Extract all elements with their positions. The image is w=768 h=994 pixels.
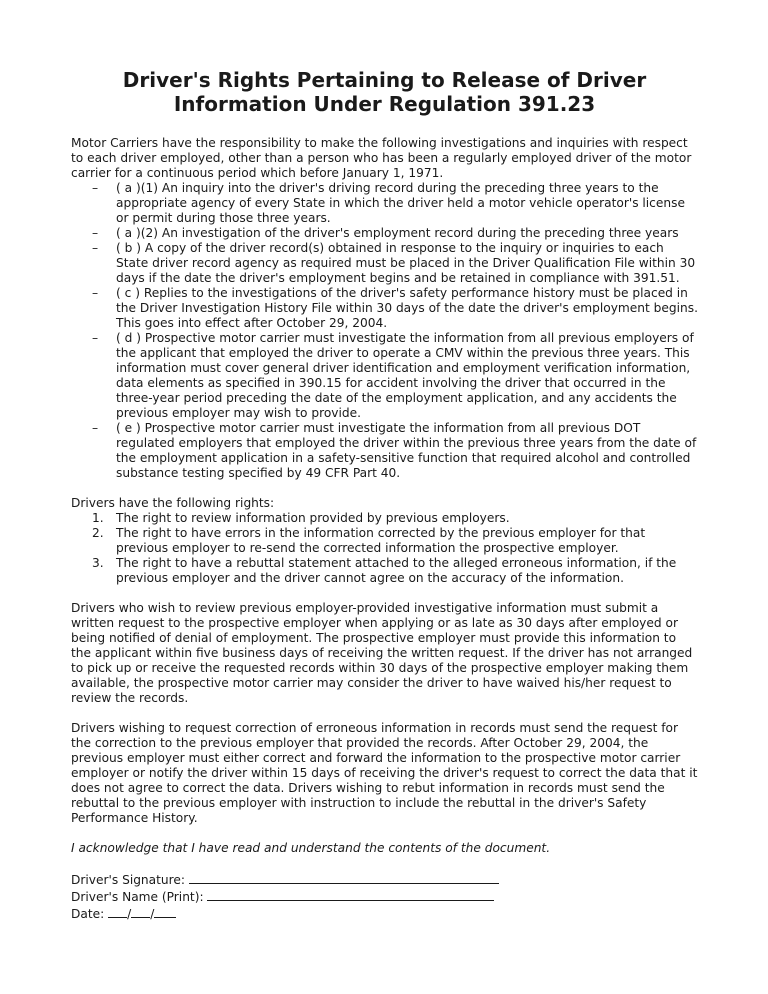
spacer xyxy=(71,706,698,721)
spacer xyxy=(71,826,698,841)
spacer xyxy=(71,586,698,601)
list-marker: 3. xyxy=(92,556,104,570)
list-item xyxy=(92,526,698,556)
list-marker: 1. xyxy=(92,511,104,525)
list-marker: 2. xyxy=(92,526,104,540)
review-paragraph: Drivers who wish to review previous employer-provided investigative information must submit a written request to the prospective employer when applying or as late as 30 days after employed or being notified of denial of employment. The prospective employer must provide this information to the applicant within five business days of receiving the written request. If the driver has not arranged to pick up or receive the requested records within 30 days of the prospective employer making them available, the prospective motor carrier may consider the driver to have waived his/her request to review the records. xyxy=(71,601,693,705)
name-label: Driver's Name (Print): xyxy=(71,890,204,904)
date-row xyxy=(71,905,698,922)
date-label: Date: xyxy=(71,907,105,921)
list-item-text: The right to have errors in the information corrected by the previous employer for that previous employer to re-send the corrected information the prospective employer. xyxy=(116,526,646,555)
correction-paragraph: Drivers wishing to request correction of erroneous information in records must send the request for the correction to the previous employer that provided the records. After October 29, 2004, the previous employer must either correct and forward the information to the prospective motor carrier employer or notify the driver within 15 days of receiving the driver's request to correct the data that it does not agree to correct the data. Drivers wishing to rebut information in records must send the rebuttal to the previous employer with instruction to include the rebuttal in the driver's Safety Performance History. xyxy=(71,721,698,825)
document-title: Driver's Rights Pertaining to Release of Driver Information Under Regulation 391.23 xyxy=(122,68,647,116)
investigation-list xyxy=(71,181,698,481)
signature-label: Driver's Signature: xyxy=(71,873,185,887)
list-item: – ( a )(1) An inquiry into the driver's driving record during the preceding three years to the appropriate agency of every State in which the driver held a motor vehicle operator's license or permit during those three years. xyxy=(116,181,698,226)
signature-row xyxy=(71,871,698,888)
rights-list xyxy=(71,511,698,586)
date-separator: / xyxy=(127,907,132,921)
signature-field[interactable] xyxy=(189,871,499,884)
list-item: – ( c ) Replies to the investigations of the driver's safety performance history must be placed in the Driver Investigation History File within 30 days of the date the driver's employment begins. This goes into effect after October 29, 2004. xyxy=(116,286,698,331)
name-row xyxy=(71,888,698,905)
acknowledgement-statement: I acknowledge that I have read and understand the contents of the document. xyxy=(71,841,551,855)
spacer xyxy=(71,481,698,496)
list-item: – ( b ) A copy of the driver record(s) obtained in response to the inquiry or inquiries to each State driver record agency as required must be placed in the Driver Qualification File within 30 days if the date the driver's employment begins and be retained in compliance with 391.51. xyxy=(116,241,698,286)
date-day-field[interactable] xyxy=(131,905,150,918)
list-item xyxy=(92,556,698,586)
name-field[interactable] xyxy=(207,888,494,901)
date-separator: / xyxy=(150,907,155,921)
list-item-text: The right to have a rebuttal statement attached to the alleged erroneous information, if the previous employer and the driver cannot agree on the accuracy of the information. xyxy=(116,556,677,585)
spacer xyxy=(71,856,698,871)
intro-paragraph: Motor Carriers have the responsibility to make the following investigations and inquiries with respect to each driver employed, other than a person who has been a regularly employed driver of the motor carrier for a continuous period which before January 1, 1971. xyxy=(71,136,692,180)
list-item: – ( d ) Prospective motor carrier must investigate the information from all previous employers of the applicant that employed the driver to operate a CMV within the previous three years. This information must cover general driver identification and employment verification information, data elements as specified in 390.15 for accident involving the driver that occurred in the three-year period preceding the date of the employment application, and any accidents the previous employer may wish to provide. xyxy=(116,331,698,421)
list-item-text: The right to review information provided by previous employers. xyxy=(116,511,510,525)
rights-heading: Drivers have the following rights: xyxy=(71,496,275,510)
list-item: – ( a )(2) An investigation of the driver's employment record during the preceding three years xyxy=(116,226,698,241)
list-item: – ( e ) Prospective motor carrier must investigate the information from all previous DOT regulated employers that employed the driver within the previous three years from the date of the employment application in a safety-sensitive function that required alcohol and controlled substance testing specified by 49 CFR Part 40. xyxy=(116,421,698,481)
list-item xyxy=(92,511,698,526)
date-year-field[interactable] xyxy=(154,905,176,918)
date-month-field[interactable] xyxy=(108,905,127,918)
